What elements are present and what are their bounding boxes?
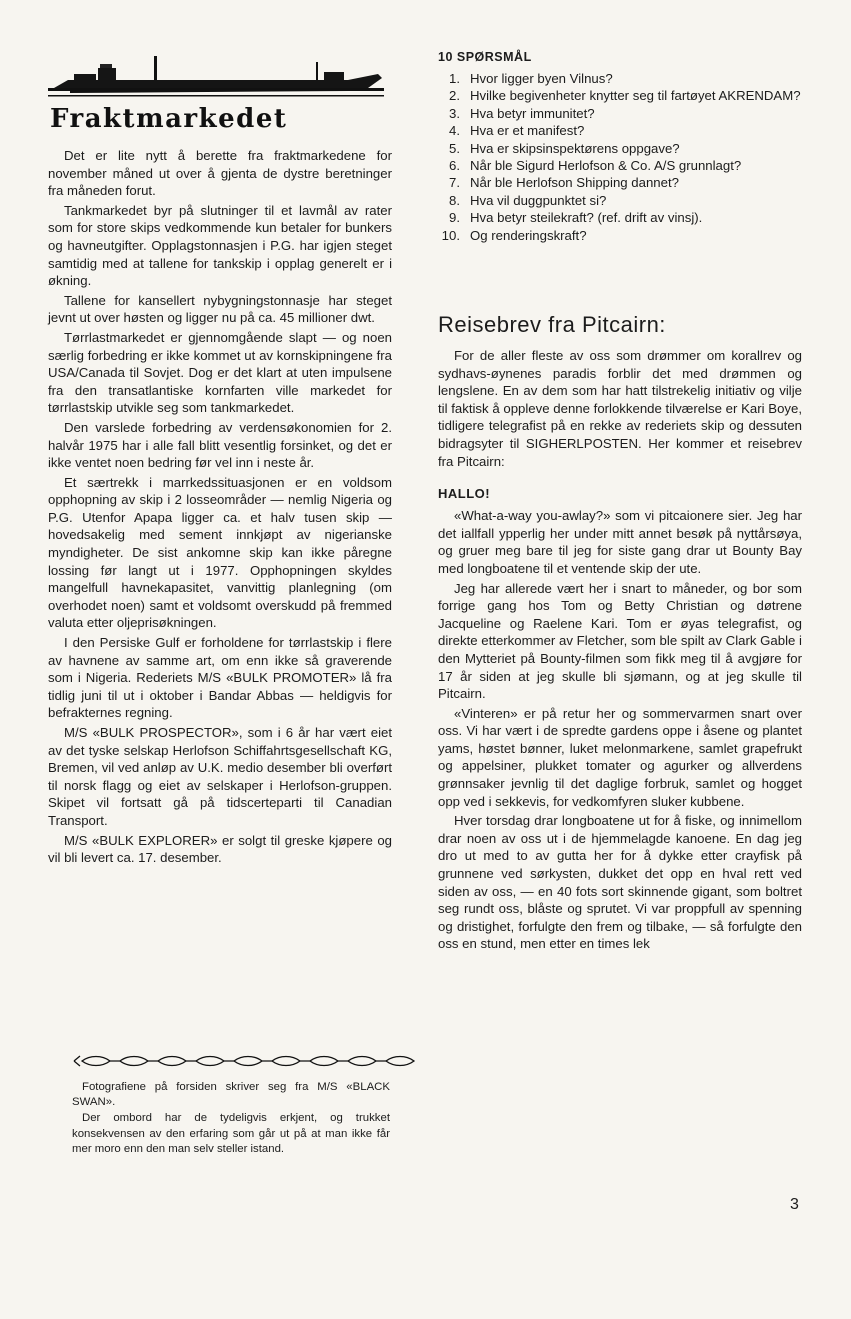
letter-paragraph: Hver torsdag drar longboatene ut for å fiske, og innimellom drar noen av oss ut i de hjemmelagde kanoene. En dag jeg dro ut med to av gutta her for å dykke etter crayfisk på grunnene ved sørkysten, dukket det opp en hval rett ved siden av oss, — en 40 fots sort skinnende gigant, som boltret seg rundt oss, blåste og sprutet. Vi var proppfull av spenning og dristighet, forfulgte den frem og tilbake, — så forfulgte den oss en stund, men etter en times lek: [438, 813, 802, 952]
question-number: 2.: [449, 88, 460, 104]
question-item: [438, 174, 802, 191]
article-paragraph: Tankmarkedet byr på slutninger til et lavmål av rater som for store skips vedkommende kun betaler for bunkers og havneutgifter. Opplagstonnasjen i P.G. har igjen steget samtidig med at tallene for tankskip i opplag generelt er i økning.: [48, 202, 392, 289]
question-number: 5.: [449, 140, 460, 156]
letter-intro: For de aller fleste av oss som drømmer om korallrev og sydhavs-øynenes paradis forblir det med drømmen og lengslene. En av dem som har hatt tilstrekelig initiativ og vilje til faktisk å oppleve denne forlokkende tilværelse er Kari Boye, tidligere telegrafist på en rekke av rederiets skip og dessuten bidragsyter til SIGHERLPOSTEN. Her kommer et reisebrev fra Pitcairn:: [438, 348, 802, 469]
letter-title: Reisebrev fra Pitcairn:: [438, 312, 666, 337]
question-item: [438, 122, 802, 139]
question-number: 4.: [449, 123, 460, 139]
question-text: Hva betyr steilekraft? (ref. drift av vinsj).: [470, 210, 703, 226]
question-item: [438, 227, 802, 244]
article-paragraph: M/S «BULK PROSPECTOR», som i 6 år har vært eiet av det tyske selskap Herlofson Schiffahrtsgesellschaft KG, Bremen, vil ved anløp av U.K. medio desember bli overført til norsk flagg og eiet av selskaper i Herlofson-gruppen. Skipet vil fortsatt gå på tidscerteparti til Canadian Transport.: [48, 725, 392, 828]
page-number: 3: [790, 1196, 799, 1213]
question-number: 3.: [449, 105, 460, 121]
question-item: [438, 140, 802, 157]
question-number: 6.: [449, 158, 460, 174]
question-text: Hva er et manifest?: [470, 123, 585, 139]
article-title: Fraktmarkedet: [50, 104, 288, 134]
question-item: [438, 157, 802, 174]
article-paragraph: Et særtrekk i marrkedssituasjonen er en voldsom opphopning av skip i 2 losseområder — nemlig Nigeria og P.G. Utenfor Apapa ligger ca. et halv tusen skip — hovedsakelig med sement innkjøpt av nigerianske myndigheter. De sist ankomne skip kan ikke påregne lossing før langt ut i 1977. Opphopningen skyldes mangelfull havnekapasitet, vanvittig planlegning (om overhodet noen) samt et voldsomt overskudd på fremmed valuta etter oljeprisøkningen.: [48, 474, 392, 631]
question-item: [438, 105, 802, 122]
question-item: [438, 87, 802, 104]
question-text: Når ble Sigurd Herlofson & Co. A/S grunnlagt?: [470, 158, 742, 174]
question-number: 7.: [449, 175, 460, 191]
letter-paragraph: «Vinteren» er på retur her og sommervarmen snart over oss. Vi har vært i de spredte gardens oppe i åsene og plantet yams, høstet bønner, luket melonmarkene, samlet grapefrukt og appelsiner, plukket tomater og agurker og allverdens grønnsaker jevnlig til det daglige forbruk, samlet og hogget opp ved i sekkevis, for vedkomfyren sluker kubbene.: [438, 705, 802, 809]
question-text: Og renderingskraft?: [470, 227, 587, 243]
questions-list: [438, 70, 802, 244]
article-body: [48, 147, 392, 867]
article-paragraph: M/S «BULK EXPLORER» er solgt til greske kjøpere og vil bli levert ca. 17. desember.: [48, 832, 392, 866]
article-paragraph: Tallene for kansellert nybygningstonnasje har steget jevnt ut over høsten og ligger nu på ca. 45 millioner dwt.: [48, 292, 392, 326]
photo-caption: [72, 1080, 390, 1157]
article-paragraph: Den varslede forbedring av verdensøkonomien for 2. halvår 1975 har i alle fall blitt vesentlig forsinket, og det er ikke ventet noen bedring før vel inn i neste år.: [48, 419, 392, 471]
question-text: Når ble Herlofson Shipping dannet?: [470, 175, 679, 191]
question-item: [438, 192, 802, 209]
question-number: 8.: [449, 192, 460, 208]
question-text: Hva vil duggpunktet si?: [470, 192, 607, 208]
article-paragraph: Det er lite nytt å berette fra fraktmarkedene for november måned ut over å gjenta de dystre beretninger fra måneden forut.: [48, 148, 392, 199]
question-number: 1.: [449, 71, 460, 86]
question-item: [438, 209, 802, 226]
question-text: Hvilke begivenheter knytter seg til fartøyet AKRENDAM?: [470, 88, 801, 104]
questions-title: 10 SPØRSMÅL: [438, 50, 532, 64]
letter-paragraph: Jeg har allerede vært her i snart to måneder, og bor som forrige gang hos Tom og Betty Christian og døtrene Jacqueline og Raelene Kari. Tom er øyas telegrafist, og direkte etterkommer av Fletcher, som ble spilt av Clark Gable i den Mytteriet på Bounty-filmen som fikk meg til å avgjøre for 17 år siden at jeg skulle bli sjømann, og at jeg skulle til Pitcairn.: [438, 580, 802, 702]
question-text: Hva er skipsinspektørens oppgave?: [470, 140, 680, 156]
question-number: 9.: [449, 210, 460, 226]
ornamental-divider: [72, 1054, 418, 1068]
caption-paragraph: Der ombord har de tydeligvis erkjent, og trukket konsekvensen av den erfaring som går ut på at man ikke får mer moro enn den man selv steller istand.: [72, 1112, 390, 1155]
letter-body: [438, 347, 802, 953]
question-item: [438, 70, 802, 87]
article-paragraph: I den Persiske Gulf er forholdene for tørrlastskip i flere av havnene av samme art, om enn ikke så graverende som i Nigeria. Rederiets M/S «BULK PROMOTER» lå fra tidlig juni til ut i oktober i Bandar Abbas — heldigvis for befrakternes regning.: [48, 635, 392, 721]
letter-greeting: HALLO!: [438, 486, 491, 502]
question-number: 10.: [441, 227, 460, 243]
article-paragraph: Tørrlastmarkedet er gjennomgående slapt — og noen særlig forbedring er ikke kommet ut av kornskipningene fra USA/Canada til Sovjet. Dog er det klart at uten impulsene fra den transatlantiske kornfarten ville markedet for tørrlastskip utvikle seg som tankmarkedet.: [48, 329, 392, 416]
question-text: Hva betyr immunitet?: [470, 105, 595, 121]
letter-paragraph: «What-a-way you-awlay?» som vi pitcaionere sier. Jeg har det iallfall ypperlig her under mitt annet besøk på nyttårsøya, og gruer meg bare til jeg for siste gang drar ut Bounty Bay med longboatene til et ventende skip der ute.: [438, 508, 802, 576]
question-text: Hvor ligger byen Vilnus?: [470, 71, 613, 86]
caption-paragraph: Fotografiene på forsiden skriver seg fra M/S «BLACK SWAN».: [72, 1081, 390, 1109]
ship-illustration: [48, 52, 384, 100]
